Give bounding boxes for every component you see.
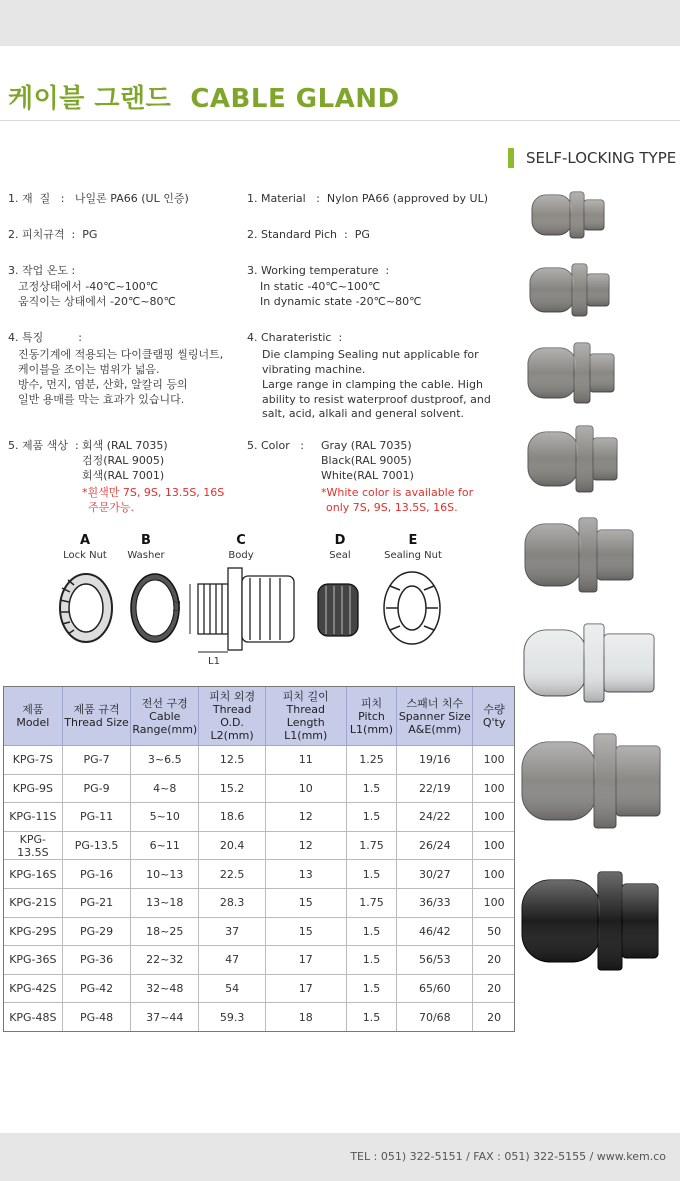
table-cell: KPG-16S (4, 860, 62, 889)
header-thread-size (62, 687, 131, 746)
table-header-row (4, 687, 515, 746)
lock-nut-drawing (60, 574, 112, 642)
part-letter: C (236, 533, 246, 548)
spec-ko-material: 1. 재 질 : 나일론 PA66 (UL 인증) (8, 192, 189, 205)
table-cell: KPG-21S (4, 888, 62, 917)
seal-drawing (318, 584, 358, 636)
table-cell: 12.5 (199, 746, 266, 775)
header-line: 스패너 치수 (406, 696, 464, 710)
spec-en-color-note-2: only 7S, 9S, 13.5S, 16S. (326, 501, 458, 514)
body-drawing (190, 568, 294, 652)
table-row (4, 974, 515, 1003)
part-label-e (378, 533, 448, 563)
page-title: 케이블 그랜드 CABLE GLAND (8, 84, 400, 114)
header-line: Cable (149, 709, 181, 723)
table-cell: 22/19 (397, 774, 473, 803)
header-line: L1(mm) (284, 729, 328, 742)
table-cell: 36/33 (397, 888, 473, 917)
table-cell: 18~25 (131, 917, 199, 946)
footer-band (0, 1133, 680, 1181)
table-cell: PG-9 (62, 774, 131, 803)
table-cell: 3~6.5 (131, 746, 199, 775)
table-cell: KPG-48S (4, 1003, 62, 1032)
table-cell: 17 (265, 974, 346, 1003)
table-cell: 1.5 (346, 1003, 397, 1032)
spec-en-color-title: 5. Color : (247, 439, 304, 452)
spec-en-feat-title: 4. Charateristic : (247, 331, 343, 344)
header-line: 전선 구경 (141, 696, 188, 710)
spec-en-feat-1: Die clamping Sealing nut applicable for (262, 348, 479, 361)
table-cell: 4~8 (131, 774, 199, 803)
table-cell: 100 (473, 774, 515, 803)
spec-ko-feat-title: 4. 특징 : (8, 331, 82, 344)
table-cell: 19/16 (397, 746, 473, 775)
table-cell: 22~32 (131, 946, 199, 975)
top-band (0, 0, 680, 46)
footer-contact: TEL : 051) 322-5151 / FAX : 051) 322-5155 / www.kem.co (350, 1150, 666, 1163)
part-name: Washer (127, 550, 165, 561)
table-cell: 1.25 (346, 746, 397, 775)
table-cell: 20 (473, 946, 515, 975)
table-cell: 20 (473, 1003, 515, 1032)
spec-ko-feat-1: 진동기계에 적용되는 다이클램핑 씰링너트, (18, 348, 224, 361)
spec-ko-temp-2: 움직이는 상태에서 -20℃~80℃ (18, 295, 176, 308)
header-line: 피치 (360, 696, 383, 710)
table-cell: 30/27 (397, 860, 473, 889)
spec-ko-temp-1: 고정상태에서 -40℃~100℃ (18, 280, 159, 293)
table-cell: 1.5 (346, 917, 397, 946)
part-letter: D (334, 533, 346, 548)
gland-photo-7s (532, 192, 604, 238)
table-cell: KPG-42S (4, 974, 62, 1003)
table-cell: 1.5 (346, 946, 397, 975)
table-cell: 6~11 (131, 831, 199, 860)
spec-en-temp-2: In dynamic state -20℃~80℃ (260, 295, 422, 308)
table-cell: 17 (265, 946, 346, 975)
table-cell: 100 (473, 860, 515, 889)
header-line: Thread Size (64, 716, 129, 729)
table-cell: 65/60 (397, 974, 473, 1003)
part-label-a (50, 533, 120, 563)
table-cell: 10~13 (131, 860, 199, 889)
table-cell: 20.4 (199, 831, 266, 860)
table-cell: 15 (265, 917, 346, 946)
header-line: L1(mm) (349, 722, 394, 736)
table-cell: 1.5 (346, 774, 397, 803)
table-cell: KPG-13.5S (4, 831, 62, 860)
table-cell: 22.5 (199, 860, 266, 889)
spec-ko-pitch: 2. 피치규격 : PG (8, 228, 98, 241)
table-cell: 20 (473, 974, 515, 1003)
table-row (4, 831, 515, 860)
table-cell: 1.5 (346, 974, 397, 1003)
table-cell: 37~44 (131, 1003, 199, 1032)
header-thread-length (265, 687, 346, 746)
table-cell: 15.2 (199, 774, 266, 803)
table-cell: 12 (265, 831, 346, 860)
spec-ko-feat-4: 일반 용매를 막는 효과가 있습니다. (18, 393, 185, 406)
table-cell: 10 (265, 774, 346, 803)
spec-ko-color-note-1: *흰색만 7S, 9S, 13.5S, 16S (82, 486, 225, 499)
part-name: Lock Nut (63, 550, 107, 561)
header-pitch (346, 687, 397, 746)
header-line: Spanner Size (398, 709, 471, 723)
header-line: Model (16, 716, 50, 729)
table-cell: KPG-9S (4, 774, 62, 803)
table-row (4, 803, 515, 832)
table-cell: 1.75 (346, 831, 397, 860)
table-cell: 5~10 (131, 803, 199, 832)
spec-en-feat-3: Large range in clamping the cable. High (262, 378, 483, 391)
exploded-diagram (50, 560, 470, 670)
spec-ko-feat-3: 방수, 먼지, 염분, 산화, 알칼리 등의 (18, 378, 188, 391)
table-cell: 46/42 (397, 917, 473, 946)
table-cell: 70/68 (397, 1003, 473, 1032)
spec-en-color-note-1: *White color is available for (321, 486, 474, 499)
table-cell: PG-42 (62, 974, 131, 1003)
header-line: Thread Length (286, 703, 325, 729)
table-cell: PG-29 (62, 917, 131, 946)
table-cell: 12 (265, 803, 346, 832)
part-name: Seal (329, 550, 351, 561)
header-spanner-size (397, 687, 473, 746)
part-label-d (305, 533, 375, 563)
table-cell: 100 (473, 831, 515, 860)
gland-photo-11s (528, 343, 614, 403)
header-line: Pitch (358, 709, 385, 723)
type-marker (508, 148, 514, 168)
header-cable-range (131, 687, 199, 746)
table-cell: 13~18 (131, 888, 199, 917)
part-label-b (111, 533, 181, 563)
table-cell: 24/22 (397, 803, 473, 832)
spec-en-color-2: Black(RAL 9005) (321, 454, 412, 467)
header-line: 피치 길이 (282, 690, 329, 703)
table-row (4, 917, 515, 946)
table-cell: PG-48 (62, 1003, 131, 1032)
spec-en-feat-5: salt, acid, alkali and general solvent. (262, 407, 465, 420)
table-cell: 28.3 (199, 888, 266, 917)
table-cell: 1.5 (346, 803, 397, 832)
gland-photo-black (522, 872, 658, 970)
table-row (4, 1003, 515, 1032)
product-photos (520, 190, 680, 1070)
table-cell: PG-11 (62, 803, 131, 832)
dim-l2-label: L2 (172, 600, 183, 612)
table-cell: PG-13.5 (62, 831, 131, 860)
table-row (4, 860, 515, 889)
table-cell: PG-21 (62, 888, 131, 917)
table-cell: 59.3 (199, 1003, 266, 1032)
part-label-c (206, 533, 276, 563)
spec-en-material: 1. Material : Nylon PA66 (approved by UL) (247, 192, 489, 205)
dim-l1-label: L1 (208, 656, 220, 667)
spec-en-feat-2: vibrating machine. (262, 363, 366, 376)
header-line: 피치 외경 (209, 690, 256, 703)
header-line: A&E(mm) (408, 722, 462, 736)
spec-en-temp-title: 3. Working temperature : (247, 264, 390, 277)
spec-en-color-3: White(RAL 7001) (321, 469, 414, 482)
spec-en-pitch: 2. Standard Pich : PG (247, 228, 370, 241)
table-row (4, 774, 515, 803)
part-letter: A (79, 533, 91, 548)
table-cell: 54 (199, 974, 266, 1003)
gland-photo-9s (530, 264, 609, 316)
sealing-nut-drawing (384, 572, 440, 644)
part-name: Sealing Nut (384, 550, 442, 561)
table-cell: 13 (265, 860, 346, 889)
spec-table (4, 687, 515, 1032)
header-line: L2(mm) (210, 729, 254, 742)
gland-photo-13-5s (528, 426, 617, 492)
header-line: Range(mm) (132, 722, 198, 736)
spec-ko-feat-2: 케이블을 조이는 범위가 넓음. (18, 363, 160, 376)
header-line: 제품 규격 (73, 703, 120, 716)
spec-ko-color-title: 5. 제품 색상 : (8, 439, 79, 452)
table-cell: PG-16 (62, 860, 131, 889)
table-cell: 100 (473, 888, 515, 917)
table-cell: 1.5 (346, 860, 397, 889)
spec-en-feat-4: ability to resist waterproof dustproof, and (262, 393, 491, 406)
table-cell: 15 (265, 888, 346, 917)
table-cell: 100 (473, 746, 515, 775)
header-line: 제품 (22, 703, 44, 716)
table-cell: 37 (199, 917, 266, 946)
table-cell: 1.75 (346, 888, 397, 917)
spec-ko-color-2: 검정(RAL 9005) (82, 454, 165, 467)
header-model (4, 687, 62, 746)
spec-ko-color-1: 회색 (RAL 7035) (82, 439, 168, 452)
header-qty (473, 687, 515, 746)
spec-en-temp-1: In static -40℃~100℃ (260, 280, 381, 293)
part-letter: B (141, 533, 151, 548)
spec-ko-color-note-2: 주문가능. (88, 501, 135, 514)
table-cell: KPG-11S (4, 803, 62, 832)
title-divider (0, 120, 680, 121)
gland-photo-16s (525, 518, 633, 592)
table-cell: KPG-36S (4, 946, 62, 975)
spec-ko-temp-title: 3. 작업 온도 : (8, 264, 76, 277)
table-row (4, 746, 515, 775)
header-line: 수량 (483, 703, 505, 716)
part-name: Body (228, 550, 254, 561)
table-cell: KPG-7S (4, 746, 62, 775)
table-cell: 26/24 (397, 831, 473, 860)
table-cell: PG-7 (62, 746, 131, 775)
table-cell: 100 (473, 803, 515, 832)
table-row (4, 888, 515, 917)
table-cell: 18 (265, 1003, 346, 1032)
table-cell: 47 (199, 946, 266, 975)
table-cell: PG-36 (62, 946, 131, 975)
spec-ko-color-3: 회색(RAL 7001) (82, 469, 165, 482)
table-cell: 11 (265, 746, 346, 775)
table-cell: 18.6 (199, 803, 266, 832)
table-cell: KPG-29S (4, 917, 62, 946)
table-cell: 56/53 (397, 946, 473, 975)
table-row (4, 946, 515, 975)
table-cell: 50 (473, 917, 515, 946)
spec-en-color-1: Gray (RAL 7035) (321, 439, 412, 452)
header-line: Thread O.D. (212, 703, 252, 729)
header-thread-od (199, 687, 266, 746)
gland-photo-gray-large (522, 734, 660, 828)
table-body (4, 746, 515, 1032)
type-label: SELF-LOCKING TYPE (526, 149, 677, 167)
header-line: Q'ty (482, 716, 506, 729)
part-letter: E (408, 533, 418, 548)
gland-photo-white (524, 624, 654, 702)
table-cell: 32~48 (131, 974, 199, 1003)
